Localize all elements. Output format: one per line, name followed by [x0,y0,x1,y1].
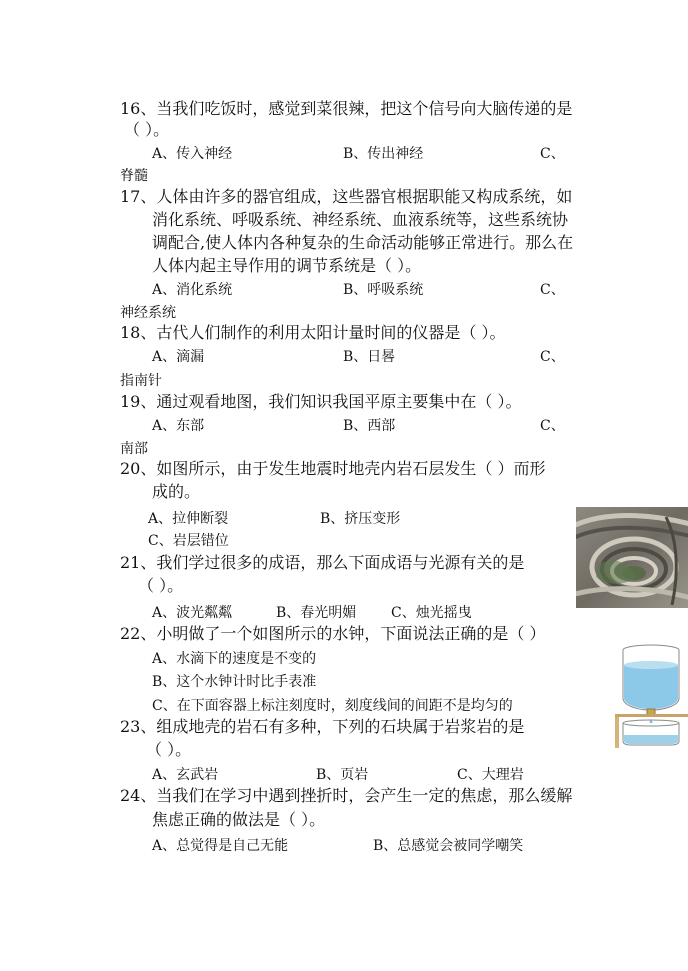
question-20-option-b: B、挤压变形 [320,511,401,527]
question-17-line-3: 调配合,使人体内各种复杂的生命活动能够正常进行。那么在 [152,233,574,252]
question-19-option-c: C、 [540,418,565,434]
question-19-option-a: A、东部 [152,418,205,434]
question-20-line-2: 成的。 [152,482,201,501]
question-18-option-a: A、滴漏 [152,349,205,365]
question-17-line-1: 17、人体由许多的器官组成，这些器官根据职能又构成系统，如 [120,187,573,206]
question-23-option-b: B、页岩 [316,767,369,783]
question-23-line-2: （ ）。 [146,740,192,759]
question-23-line-1: 23、组成地壳的岩石有多种，下列的石块属于岩浆岩的是 [120,717,525,736]
question-20-option-a: A、拉伸断裂 [148,511,229,527]
question-24-option-a: A、总觉得是自己无能 [152,838,289,854]
question-21-line-1: 21、我们学过很多的成语，那么下面成语与光源有关的是 [120,553,525,572]
question-17-option-c: C、 [540,282,565,298]
question-17-option-b: B、呼吸系统 [343,282,424,298]
question-18-option-c-text: 指南针 [120,373,162,389]
question-24-line-2: 焦虑正确的做法是（ ）。 [152,810,326,829]
question-24-option-b: B、总感觉会被同学嘲笑 [373,838,524,854]
question-21-line-2: （ ）。 [138,576,184,595]
question-18-option-c: C、 [540,349,565,365]
question-19-option-b: B、西部 [343,418,396,434]
question-22-option-a: A、水滴下的速度是不变的 [152,651,317,667]
question-19-line-1: 19、通过观看地图，我们知识我国平原主要集中在（ ）。 [120,392,522,411]
question-16-line-2: （ ）。 [124,120,170,139]
question-21-option-b: B、春光明媚 [276,605,357,621]
question-22-line-1: 22、小明做了一个如图所示的水钟，下面说法正确的是（ ） [120,624,546,643]
question-17-line-2: 消化系统、呼吸系统、神经系统、血液系统等，这些系统协 [152,210,569,229]
question-16-line-1: 16、当我们吃饭时，感觉到菜很辣，把这个信号向大脑传递的是 [120,99,573,118]
question-18-line-1: 18、古代人们制作的利用太阳计量时间的仪器是（ ）。 [120,323,506,342]
question-23-option-c: C、大理岩 [457,767,524,783]
question-19-option-c-text: 南部 [120,441,148,457]
question-16-option-b: B、传出神经 [343,146,424,162]
question-24-line-1: 24、当我们在学习中遇到挫折时，会产生一定的焦虑，那么缓解 [120,786,573,805]
question-23-option-a: A、玄武岩 [152,767,219,783]
question-21-option-a: A、波光粼粼 [152,605,233,621]
question-22-option-c: C、在下面容器上标注刻度时，刻度线间的间距不是均匀的 [152,698,513,714]
question-18-option-b: B、日晷 [343,349,396,365]
question-16-option-c: C、 [540,146,565,162]
question-20-line-1: 20、如图所示，由于发生地震时地壳内岩石层发生（ ）而形 [120,459,546,478]
question-16-option-a: A、传入神经 [152,146,233,162]
question-21-option-c: C、烛光摇曳 [391,605,472,621]
question-16-option-c-text: 脊髓 [120,168,148,184]
question-17-line-4: 人体内起主导作用的调节系统是（ ）。 [152,256,422,275]
question-22-option-b: B、这个水钟计时比手表准 [152,674,317,690]
question-17-option-a: A、消化系统 [152,282,233,298]
water-clock-illustration [615,643,688,748]
question-17-option-c-text: 神经系统 [120,305,176,321]
question-20-option-c: C、岩层错位 [148,533,229,549]
rock-strata-photo [576,507,688,608]
